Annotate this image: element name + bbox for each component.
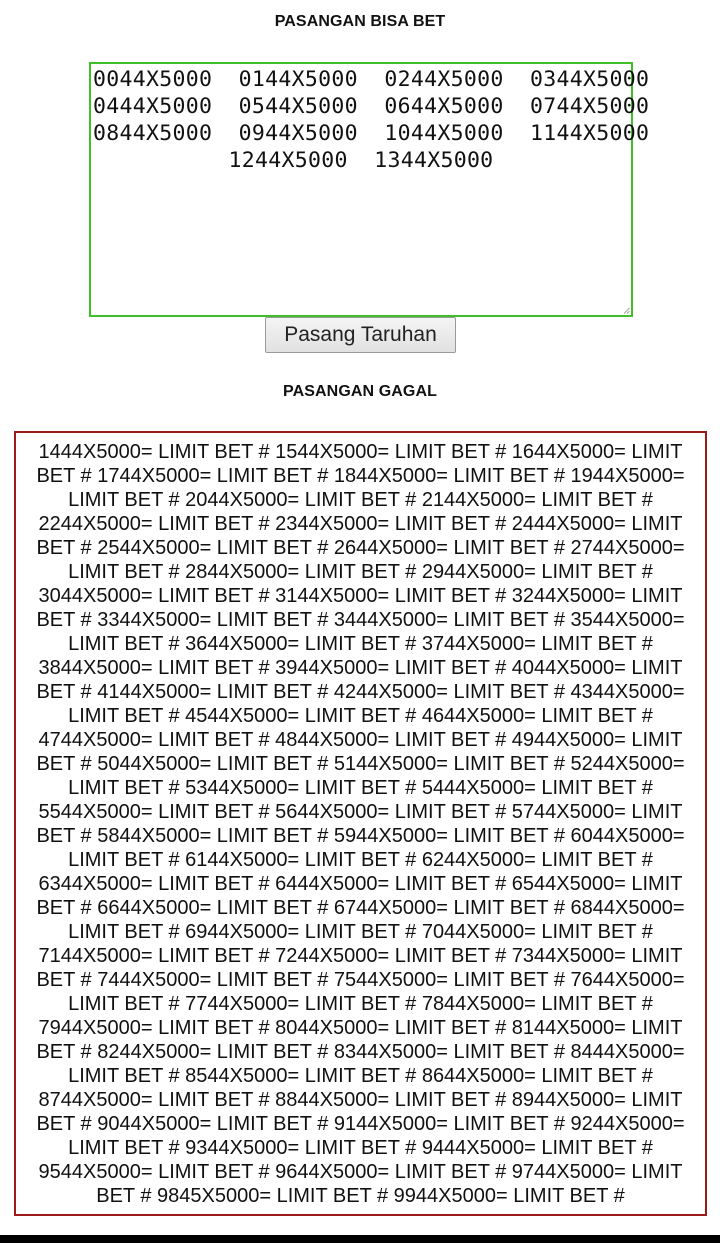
failed-bet-line: BET # 1744X5000= LIMIT BET # 1844X5000= LIMIT BET # 1944X5000= bbox=[36, 465, 685, 487]
bet-section-title: PASANGAN BISA BET bbox=[274, 13, 446, 30]
failed-bet-line: 7944X5000= LIMIT BET # 8044X5000= LIMIT BET # 8144X5000= LIMIT bbox=[38, 1017, 683, 1039]
bet-line: 0044X5000 0144X5000 0244X5000 0344X5000 bbox=[93, 67, 650, 92]
place-bet-button[interactable]: Pasang Taruhan bbox=[265, 317, 456, 353]
failed-section-title: PASANGAN GAGAL bbox=[283, 383, 437, 400]
failed-bet-line: LIMIT BET # 8544X5000= LIMIT BET # 8644X5000= LIMIT BET # bbox=[68, 1065, 653, 1087]
failed-bet-line: BET # 8244X5000= LIMIT BET # 8344X5000= LIMIT BET # 8444X5000= bbox=[36, 1041, 685, 1063]
bet-line: 0844X5000 0944X5000 1044X5000 1144X5000 bbox=[93, 121, 650, 146]
failed-bet-line: BET # 2544X5000= LIMIT BET # 2644X5000= LIMIT BET # 2744X5000= bbox=[36, 537, 685, 559]
failed-bets-box bbox=[14, 431, 707, 1216]
failed-bet-line: BET # 9845X5000= LIMIT BET # 9944X5000= LIMIT BET # bbox=[96, 1185, 625, 1207]
failed-bet-line: LIMIT BET # 2844X5000= LIMIT BET # 2944X5000= LIMIT BET # bbox=[68, 561, 653, 583]
failed-bet-line: 5544X5000= LIMIT BET # 5644X5000= LIMIT BET # 5744X5000= LIMIT bbox=[38, 801, 683, 823]
failed-bet-line: 8744X5000= LIMIT BET # 8844X5000= LIMIT BET # 8944X5000= LIMIT bbox=[38, 1089, 683, 1111]
bet-line: 1244X5000 1344X5000 bbox=[228, 148, 494, 173]
failed-bet-line: 6344X5000= LIMIT BET # 6444X5000= LIMIT BET # 6544X5000= LIMIT bbox=[38, 873, 683, 895]
failed-bet-line: BET # 5844X5000= LIMIT BET # 5944X5000= LIMIT BET # 6044X5000= bbox=[36, 825, 685, 847]
failed-bet-line: BET # 7444X5000= LIMIT BET # 7544X5000= LIMIT BET # 7644X5000= bbox=[36, 969, 685, 991]
failed-bet-line: 3044X5000= LIMIT BET # 3144X5000= LIMIT BET # 3244X5000= LIMIT bbox=[38, 585, 683, 607]
failed-bet-line: LIMIT BET # 3644X5000= LIMIT BET # 3744X5000= LIMIT BET # bbox=[68, 633, 653, 655]
failed-bet-line: 9544X5000= LIMIT BET # 9644X5000= LIMIT BET # 9744X5000= LIMIT bbox=[38, 1161, 683, 1183]
failed-bet-line: 2244X5000= LIMIT BET # 2344X5000= LIMIT BET # 2444X5000= LIMIT bbox=[38, 513, 683, 535]
failed-bet-line: BET # 9044X5000= LIMIT BET # 9144X5000= LIMIT BET # 9244X5000= bbox=[36, 1113, 685, 1135]
failed-bet-line: 3844X5000= LIMIT BET # 3944X5000= LIMIT BET # 4044X5000= LIMIT bbox=[38, 657, 683, 679]
failed-bet-line: LIMIT BET # 6944X5000= LIMIT BET # 7044X5000= LIMIT BET # bbox=[68, 921, 653, 943]
failed-bet-line: BET # 4144X5000= LIMIT BET # 4244X5000= LIMIT BET # 4344X5000= bbox=[36, 681, 685, 703]
failed-bet-line: LIMIT BET # 9344X5000= LIMIT BET # 9444X5000= LIMIT BET # bbox=[68, 1137, 653, 1159]
failed-bet-line: LIMIT BET # 5344X5000= LIMIT BET # 5444X5000= LIMIT BET # bbox=[68, 777, 653, 799]
bet-numbers-textarea[interactable] bbox=[89, 62, 650, 317]
failed-bet-line: BET # 5044X5000= LIMIT BET # 5144X5000= LIMIT BET # 5244X5000= bbox=[36, 753, 685, 775]
failed-bet-line: 4744X5000= LIMIT BET # 4844X5000= LIMIT BET # 4944X5000= LIMIT bbox=[38, 729, 683, 751]
failed-bet-line: 1444X5000= LIMIT BET # 1544X5000= LIMIT BET # 1644X5000= LIMIT bbox=[38, 441, 683, 463]
failed-bets-text bbox=[32, 440, 689, 1208]
failed-bet-line: BET # 6644X5000= LIMIT BET # 6744X5000= LIMIT BET # 6844X5000= bbox=[36, 897, 685, 919]
failed-bet-line: BET # 3344X5000= LIMIT BET # 3444X5000= LIMIT BET # 3544X5000= bbox=[36, 609, 685, 631]
failed-bet-line: 7144X5000= LIMIT BET # 7244X5000= LIMIT BET # 7344X5000= LIMIT bbox=[38, 945, 683, 967]
bet-line: 0444X5000 0544X5000 0644X5000 0744X5000 bbox=[93, 94, 650, 119]
failed-bet-line: LIMIT BET # 7744X5000= LIMIT BET # 7844X5000= LIMIT BET # bbox=[68, 993, 653, 1015]
bet-numbers-text[interactable] bbox=[93, 66, 650, 174]
failed-bet-line: LIMIT BET # 6144X5000= LIMIT BET # 6244X5000= LIMIT BET # bbox=[68, 849, 653, 871]
failed-bet-line: LIMIT BET # 4544X5000= LIMIT BET # 4644X5000= LIMIT BET # bbox=[68, 705, 653, 727]
resize-grip-icon[interactable] bbox=[623, 307, 630, 314]
bottom-bar bbox=[0, 1235, 720, 1243]
failed-bet-line: LIMIT BET # 2044X5000= LIMIT BET # 2144X5000= LIMIT BET # bbox=[68, 489, 653, 511]
